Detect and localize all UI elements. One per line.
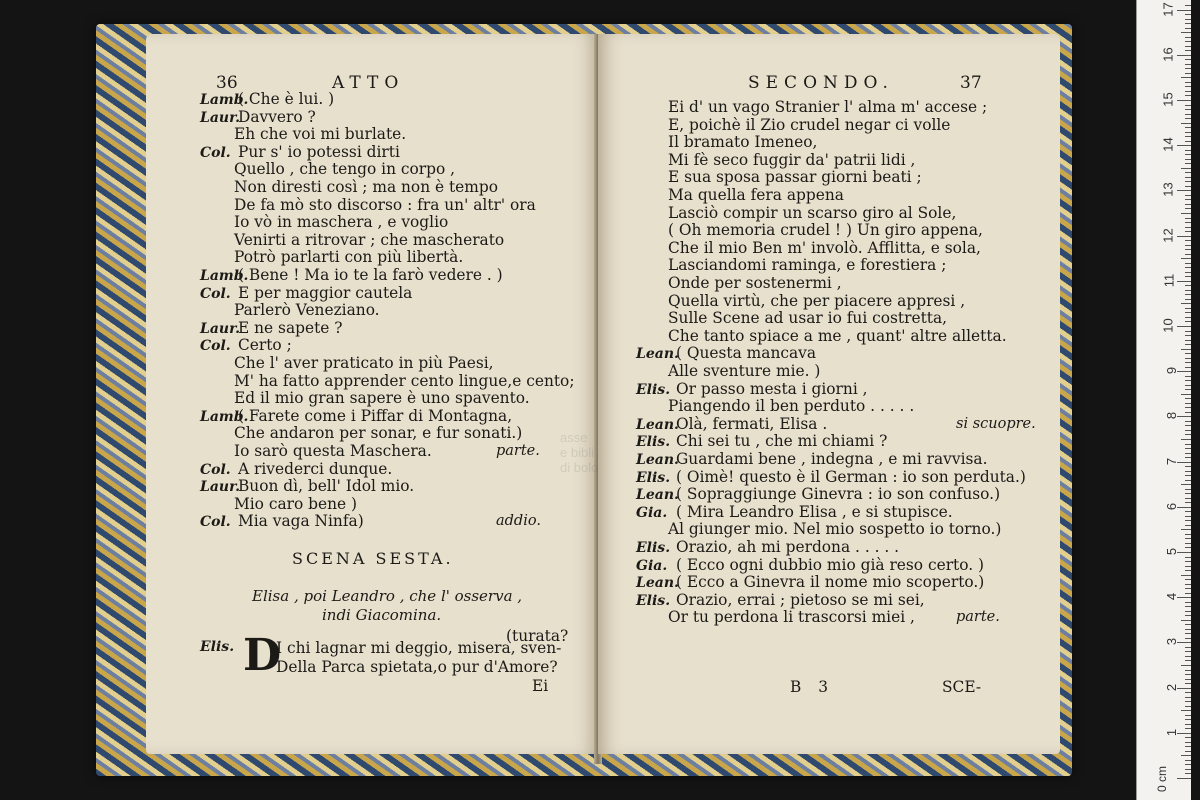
measuring-ruler [1136,0,1191,800]
text-line: Or tu perdona li trascorsi miei , [668,608,915,627]
ruler-tick [1185,493,1191,494]
ruler-label: 7 [1163,457,1179,465]
ruler-tick [1185,181,1191,182]
ruler-tick [1181,168,1191,169]
ruler-tick [1185,593,1191,594]
text-line: ( Bene ! Ma io te la farò vedere . ) [238,266,503,284]
speaker-label: Lean. [636,346,679,363]
speaker-label: Lamb. [200,408,249,425]
ruler-tick [1185,362,1191,363]
ruler-label: 2 [1163,683,1179,691]
ruler-tick [1185,764,1191,765]
text-line: Sulle Scene ad usar io fui costretta, [668,309,948,328]
ruler-tick [1185,683,1191,684]
text-line: Lasciò compir un scarso giro al Sole, [668,203,957,222]
ruler-tick [1185,719,1191,720]
ruler-unit: 0 cm [1154,765,1169,793]
ruler-tick [1185,421,1191,422]
text-line: Chi sei tu , che mi chiami ? [676,432,888,451]
ruler-tick [1185,737,1191,738]
speaker-label: Col. [200,338,231,355]
ruler-tick [1185,471,1191,472]
ruler-tick [1185,154,1191,155]
ruler-tick [1185,312,1191,313]
ruler-tick [1181,258,1191,259]
ruler-tick [1185,240,1191,241]
ruler-tick [1185,340,1191,341]
ruler-tick [1185,674,1191,675]
ruler-tick [1185,697,1191,698]
text-line: Davvero ? [238,107,316,126]
text-line: Che il mio Ben m' involò. Afflitta, e sola, [668,238,981,257]
ruler-tick [1185,629,1191,630]
text-line: Olà, fermati, Elisa . [676,414,828,433]
text-line: ( Questa mancava [676,344,817,363]
ruler-tick [1185,186,1191,187]
ruler-tick [1185,105,1191,106]
text-line: Onde per sostenermi , [668,274,842,292]
ruler-tick [1185,425,1191,426]
ruler-tick [1185,91,1191,92]
ruler-tick [1185,82,1191,83]
ruler-tick [1185,389,1191,390]
scene-description-2: indi Giacomina. [322,606,442,624]
ruler-tick [1185,444,1191,445]
ruler-tick [1181,32,1191,33]
ruler-tick [1177,190,1191,191]
ruler-tick [1185,231,1191,232]
text-line: Guardami bene , indegna , e mi ravvisa. [676,450,988,468]
ruler-label: 14 [1160,137,1176,152]
ruler-label: 5 [1163,547,1179,556]
text-line: Mio caro bene ) [234,494,358,513]
ruler-label: 10 [1160,318,1176,333]
speaker-label: Col. [200,144,231,161]
ruler-tick [1185,769,1191,770]
text-line: ( Ecco ogni dubbio mio già reso certo. ) [676,555,985,574]
ruler-tick [1185,728,1191,729]
speaker-label: Col. [200,285,231,302]
ruler-tick [1185,5,1191,6]
ruler-tick [1185,660,1191,661]
ruler-tick [1185,547,1191,548]
ruler-tick [1185,272,1191,273]
ruler-tick [1185,724,1191,725]
ruler-tick [1185,127,1191,128]
watermark-line: di bolo [560,460,599,475]
ruler-tick [1185,579,1191,580]
text-line: Alle sventure mie. ) [668,362,821,380]
text-line: Che tanto spiace a me , quant' altre alletta. [668,326,1007,345]
scene-description: Elisa , poi Leandro , che l' osserva , [252,587,523,605]
ruler-tick [1185,385,1191,386]
text-line: E sua sposa passar giorni beati ; [668,168,922,187]
ruler-tick [1185,41,1191,42]
text-line: Ed il mio gran sapere è uno spavento. [234,389,530,408]
ruler-tick [1185,525,1191,526]
ruler-tick [1181,439,1191,440]
ruler-tick [1181,484,1191,485]
page-number: 36 [216,73,238,93]
ruler-tick [1185,163,1191,164]
text-line: Buon dì, bell' Idol mio. [238,477,415,496]
text-line: ( Oh memoria crudel ! ) Un giro appena, [668,221,983,240]
ruler-tick [1185,656,1191,657]
ruler-tick [1185,136,1191,137]
ruler-tick [1185,344,1191,345]
ruler-tick [1185,177,1191,178]
ruler-tick [1185,294,1191,295]
ruler-tick [1185,263,1191,264]
ruler-tick [1177,236,1191,237]
ruler-tick [1185,615,1191,616]
ruler-tick [1185,398,1191,399]
drop-cap: D [243,630,282,681]
ruler-tick [1185,308,1191,309]
ruler-tick [1185,543,1191,544]
text-line: Piangendo il ben perduto . . . . . [668,397,915,416]
ruler-tick [1185,353,1191,354]
ruler-tick [1185,46,1191,47]
ruler-tick [1185,150,1191,151]
ruler-tick [1185,245,1191,246]
text-line: ( Sopraggiunge Ginevra : io son confuso.) [676,485,1001,504]
text-line: Mi fè seco fuggir da' patrii lidi , [668,150,916,169]
speaker-label: Elis. [200,639,235,655]
ruler-label: 12 [1160,227,1176,243]
ruler-tick [1185,751,1191,752]
ruler-tick [1185,647,1191,648]
running-head: ATTO [332,73,405,93]
ruler-tick [1185,28,1191,29]
ruler-tick [1185,746,1191,747]
ruler-tick [1185,267,1191,268]
ruler-tick [1185,475,1191,476]
speaker-label: Laur. [200,109,241,126]
text-line: ( Che è lui. ) [238,90,335,108]
catchword: SCE- [942,678,982,696]
ruler-tick [1185,114,1191,115]
ruler-tick [1185,588,1191,589]
speaker-label: Elis. [636,434,671,451]
ruler-tick [1185,159,1191,160]
ruler-tick [1181,77,1191,78]
ruler-tick [1185,638,1191,639]
ruler-tick [1185,516,1191,517]
speaker-label: Elis. [636,469,671,486]
running-head: SECONDO. [748,73,894,93]
ruler-tick [1185,19,1191,20]
speaker-label: Elis. [636,381,671,398]
ruler-tick [1185,520,1191,521]
ruler-tick [1185,109,1191,110]
ruler-tick [1185,534,1191,535]
ruler-tick [1185,611,1191,612]
ruler-tick [1185,249,1191,250]
ruler-tick [1185,489,1191,490]
scene-title: SCENA SESTA. [292,549,454,568]
ruler-tick [1185,679,1191,680]
ruler-tick [1185,64,1191,65]
text-line: Io vò in maschera , e voglio [234,213,449,232]
text-line: Della Parca spietata,o pur d'Amore? [276,658,558,676]
ruler-tick [1185,706,1191,707]
text-line: E ne sapete ? [238,318,343,337]
ruler-tick [1185,199,1191,200]
ruler-tick [1185,218,1191,219]
ruler-label: 3 [1163,638,1179,646]
text-line: Ei d' un vago Stranier l' alma m' accese ; [668,98,988,116]
ruler-tick [1177,145,1191,146]
turnover-word: (turata? [506,627,569,645]
text-line: I chi lagnar mi deggio, misera, sven- [276,639,562,657]
page-number: 37 [960,73,982,93]
ruler-tick [1185,95,1191,96]
ruler-tick [1185,480,1191,481]
ruler-tick [1177,281,1191,282]
speaker-label: Lean. [636,416,679,433]
ruler-label: 6 [1163,502,1179,510]
ruler-tick [1185,448,1191,449]
ruler-tick [1181,213,1191,214]
ruler-tick [1177,100,1191,101]
ruler-tick [1185,208,1191,209]
ruler-tick [1185,773,1191,774]
ruler-tick [1185,466,1191,467]
ruler-tick [1185,195,1191,196]
text-line: A rivederci dunque. [238,459,393,478]
stage-direction: si scuopre. [956,415,1036,432]
ruler-tick [1185,321,1191,322]
ruler-tick [1177,10,1191,11]
text-line: ( Mira Leandro Elisa , e si stupisce. [676,502,953,521]
right-page [598,34,1060,754]
text-line: Che andaron per sonar, e fur sonati.) [234,424,523,443]
ruler-label: 15 [1160,92,1176,107]
ruler-tick [1185,73,1191,74]
ruler-tick [1185,403,1191,404]
ruler-tick [1185,538,1191,539]
text-line: ( Ecco a Ginevra il nome mio scoperto.) [676,573,985,592]
text-line: Io sarò questa Maschera. [234,442,432,460]
ruler-tick [1177,326,1191,327]
speaker-label: Gia. [636,504,668,521]
speaker-label: Laur. [200,479,241,496]
ruler-tick [1181,529,1191,530]
ruler-label: 1 [1163,728,1179,736]
ruler-tick [1185,254,1191,255]
ruler-tick [1185,692,1191,693]
ruler-tick [1185,132,1191,133]
ruler-tick [1181,123,1191,124]
ruler-tick [1181,620,1191,621]
ruler-tick [1185,367,1191,368]
ruler-tick [1185,760,1191,761]
ruler-tick [1185,511,1191,512]
ruler-tick [1185,37,1191,38]
ruler-tick [1185,204,1191,205]
ruler-tick [1185,331,1191,332]
ruler-label: 8 [1163,412,1179,420]
ruler-tick [1185,68,1191,69]
ruler-tick [1185,376,1191,377]
text-line: Quella virtù, che per piacere appresi , [668,291,966,310]
speaker-label: Laur. [200,320,241,337]
ruler-tick [1185,412,1191,413]
ruler-tick [1185,557,1191,558]
ruler-tick [1185,715,1191,716]
ruler-tick [1181,665,1191,666]
text-line: Potrò parlarti con più libertà. [234,248,464,267]
speaker-label: Lean. [636,575,679,592]
text-line: Lasciandomi raminga, e forestiera ; [668,256,947,275]
ruler-label: 17 [1160,1,1176,17]
ruler-tick [1185,59,1191,60]
ruler-label: 4 [1163,593,1179,601]
watermark-line: asse [560,430,588,445]
ruler-tick [1185,358,1191,359]
text-line: ( Oimè! questo è il German : io son perduta.) [676,467,1026,486]
ruler-tick [1185,86,1191,87]
ruler-tick [1185,285,1191,286]
ruler-tick [1185,141,1191,142]
speaker-label: Lamb. [200,92,249,108]
ruler-tick [1181,710,1191,711]
stage-direction: parte. [956,609,1000,626]
text-line: Or passo mesta i giorni , [676,379,868,398]
ruler-tick [1185,606,1191,607]
text-line: Al giunger mio. Nel mio sospetto io torno.) [668,520,1002,539]
ruler-tick [1185,299,1191,300]
ruler-label: 11 [1160,273,1176,288]
ruler-label: 9 [1163,367,1179,375]
speaker-label: Elis. [636,540,671,556]
ruler-tick [1185,651,1191,652]
ruler-tick [1185,453,1191,454]
ruler-tick [1185,317,1191,318]
ruler-tick [1185,701,1191,702]
stage-direction: addio. [496,513,541,530]
catchword: Ei [532,677,549,695]
text-line: Parlerò Veneziano. [234,301,380,320]
text-line: Certo ; [238,336,292,355]
speaker-label: Gia. [636,557,668,574]
text-line: M' ha fatto apprender cento lingue,e cento; [234,371,575,390]
text-line: Orazio, ah mi perdona . . . . . [676,538,900,556]
speaker-label: Lean. [636,487,679,504]
ruler-tick [1185,23,1191,24]
ruler-tick [1185,50,1191,51]
text-line: Eh che voi mi burlate. [234,125,407,144]
text-line: Che l' aver praticato in più Paesi, [234,354,494,372]
signature-mark: B 3 [790,678,834,696]
ruler-tick [1185,118,1191,119]
ruler-tick [1185,584,1191,585]
text-line: Quello , che tengo in corpo , [234,160,456,179]
speaker-label: Elis. [636,592,671,609]
watermark-line: e bibli [560,445,594,460]
watermark [560,430,598,475]
speaker-label: Col. [200,514,231,531]
text-line: E per maggior cautela [238,283,413,302]
text-line: Orazio, errai ; pietoso se mi sei, [676,590,925,609]
ruler-tick [1185,290,1191,291]
ruler-tick [1185,276,1191,277]
text-line: Pur s' io potessi dirti [238,142,400,161]
ruler-tick [1185,457,1191,458]
ruler-tick [1181,394,1191,395]
ruler-tick [1185,227,1191,228]
text-line: Mia vaga Ninfa) [238,512,364,531]
ruler-tick [1185,570,1191,571]
text-line: Ma quella fera appena [668,186,844,204]
speaker-label: Col. [200,461,231,478]
left-page [146,34,598,754]
ruler-tick [1185,502,1191,503]
ruler-label: 16 [1160,47,1176,62]
text-line: ( Farete come i Piffar di Montagna, [238,406,513,425]
ruler-tick [1185,742,1191,743]
ruler-tick [1181,303,1191,304]
ruler-tick [1177,55,1191,56]
ruler-tick [1185,380,1191,381]
ruler-tick [1185,624,1191,625]
ruler-tick [1185,14,1191,15]
text-line: Il bramato Imeneo, [668,133,818,152]
speaker-label: Lamb. [200,268,249,284]
ruler-tick [1185,407,1191,408]
ruler-tick [1181,755,1191,756]
ruler-tick [1181,575,1191,576]
stage-direction: parte. [496,443,540,459]
ruler-tick [1185,335,1191,336]
text-line: Venirti a ritrovar ; che mascherato [234,230,505,249]
ruler-tick [1185,222,1191,223]
ruler-tick [1185,172,1191,173]
ruler-tick [1185,633,1191,634]
ruler-tick [1185,566,1191,567]
speaker-label: Lean. [636,452,679,468]
ruler-tick [1185,670,1191,671]
text-line: De fa mò sto discorso : fra un' altr' ora [234,195,536,214]
ruler-tick [1181,349,1191,350]
ruler-tick [1185,498,1191,499]
ruler-tick [1185,561,1191,562]
text-line: E, poichè il Zio crudel negar ci volle [668,115,951,134]
ruler-tick [1185,434,1191,435]
ruler-label: 13 [1160,182,1176,198]
text-line: Non diresti così ; ma non è tempo [234,178,499,196]
ruler-tick [1185,430,1191,431]
ruler-tick [1177,778,1191,779]
ruler-tick [1185,602,1191,603]
